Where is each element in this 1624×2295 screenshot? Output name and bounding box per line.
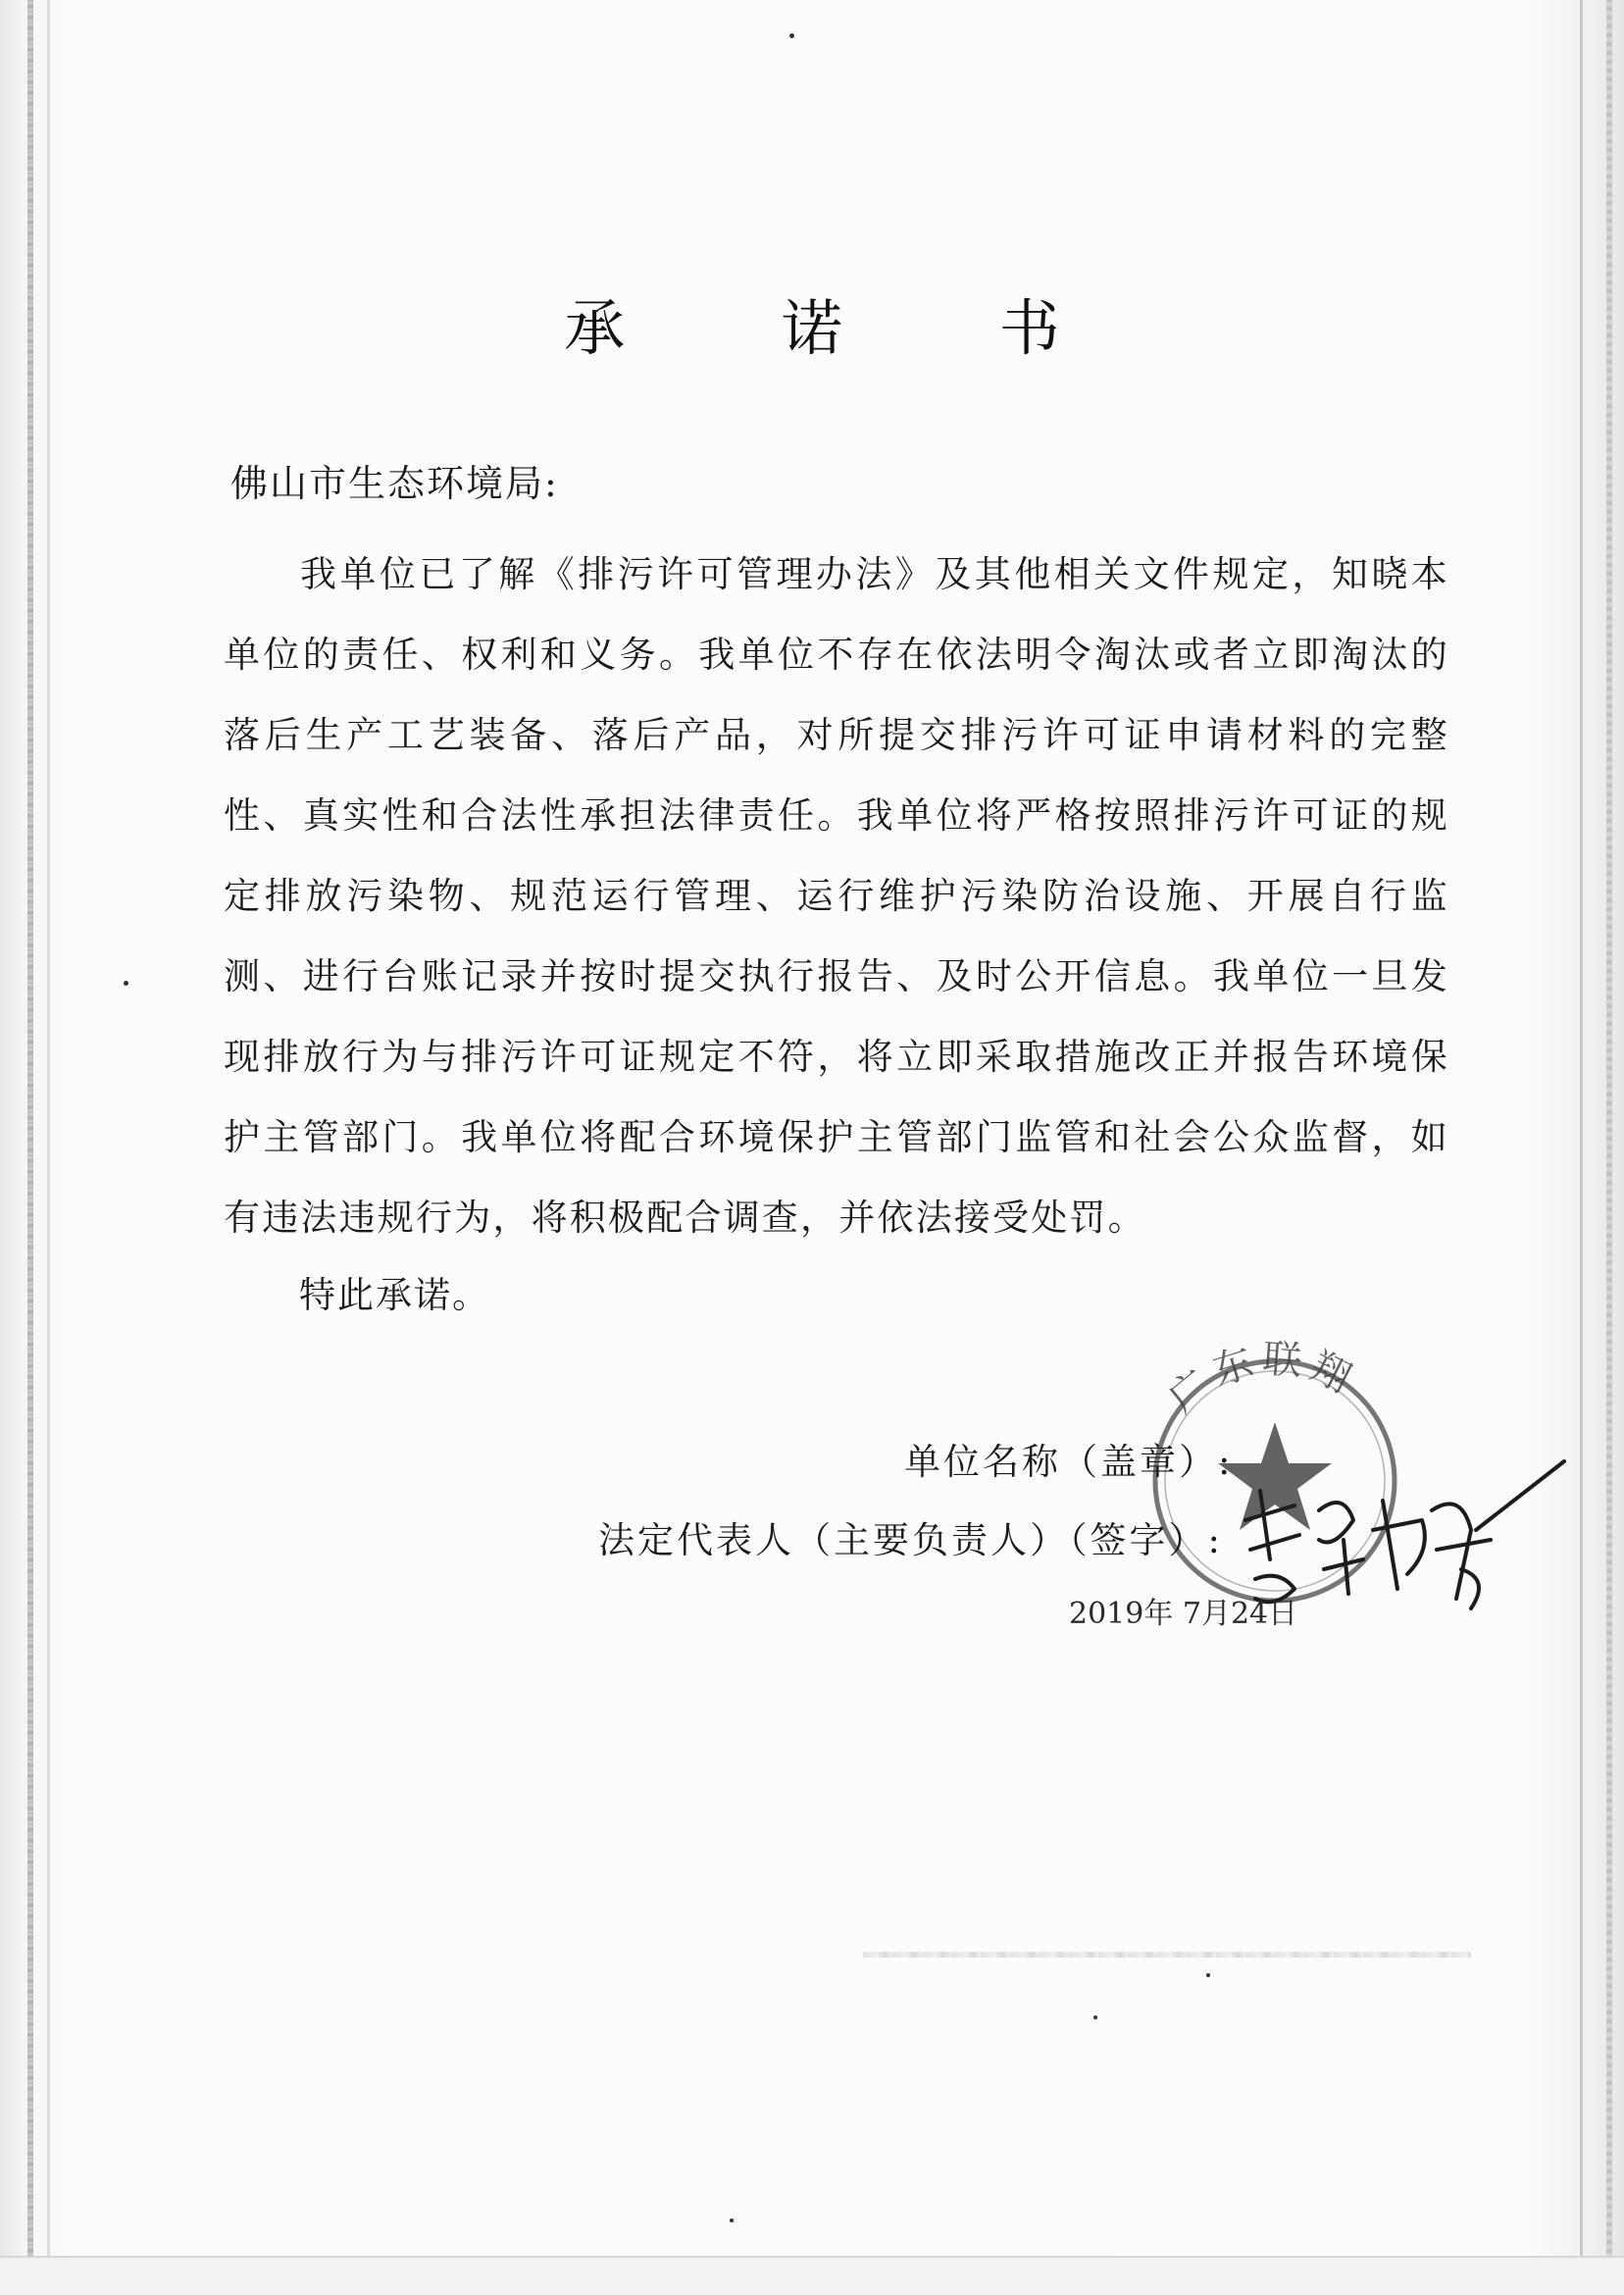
legal-representative-label: 法定代表人（主要负责人）（签字）: — [598, 1519, 1223, 1561]
handwritten-date — [1069, 1589, 1402, 1667]
scan-speck — [789, 33, 794, 38]
faint-scan-artifact — [863, 1952, 1471, 1958]
page-title: 承 诺 书 — [564, 292, 1129, 364]
addressee: 佛山市生态环境局: — [230, 462, 559, 505]
scan-speck — [124, 981, 128, 986]
scan-speck — [1206, 1973, 1210, 1977]
scan-speck — [730, 2218, 734, 2222]
scan-speck — [1093, 2015, 1097, 2019]
date-text: 2019年 7月24日 — [1069, 1597, 1298, 1631]
commitment-body: 我单位已了解《排污许可管理办法》及其他相关文件规定，知晓本单位的责任、权利和义务。我单位不存在依法明令淘汰或者立即淘汰的落后生产工艺装备、落后产品，对所提交排污许可证申请材料的完整性、真实性和合法性承担法律责任。我单位将严格按照排污许可证的规定排放污染物、规范运行管理、运行维护污染防治设施、开展自行监测、进行台账记录并按时提交执行报告、及时公开信息。我单位一旦发现排放行为与排污许可证规定不符，将立即采取措施改正并报告环境保护主管部门。我单位将配合环境保护主管部门监管和社会公众监督，如有违法违规行为，将积极配合调查，并依法接受处罚。 — [224, 553, 1449, 1239]
svg-text:广东联翔 — [1160, 1337, 1363, 1422]
unit-name-label: 单位名称（盖章）: — [904, 1441, 1234, 1483]
closing-line: 特此承诺。 — [299, 1274, 490, 1316]
scan-bottom-band — [0, 2256, 1624, 2295]
seal-text: 广东联翔 — [1160, 1336, 1364, 1422]
